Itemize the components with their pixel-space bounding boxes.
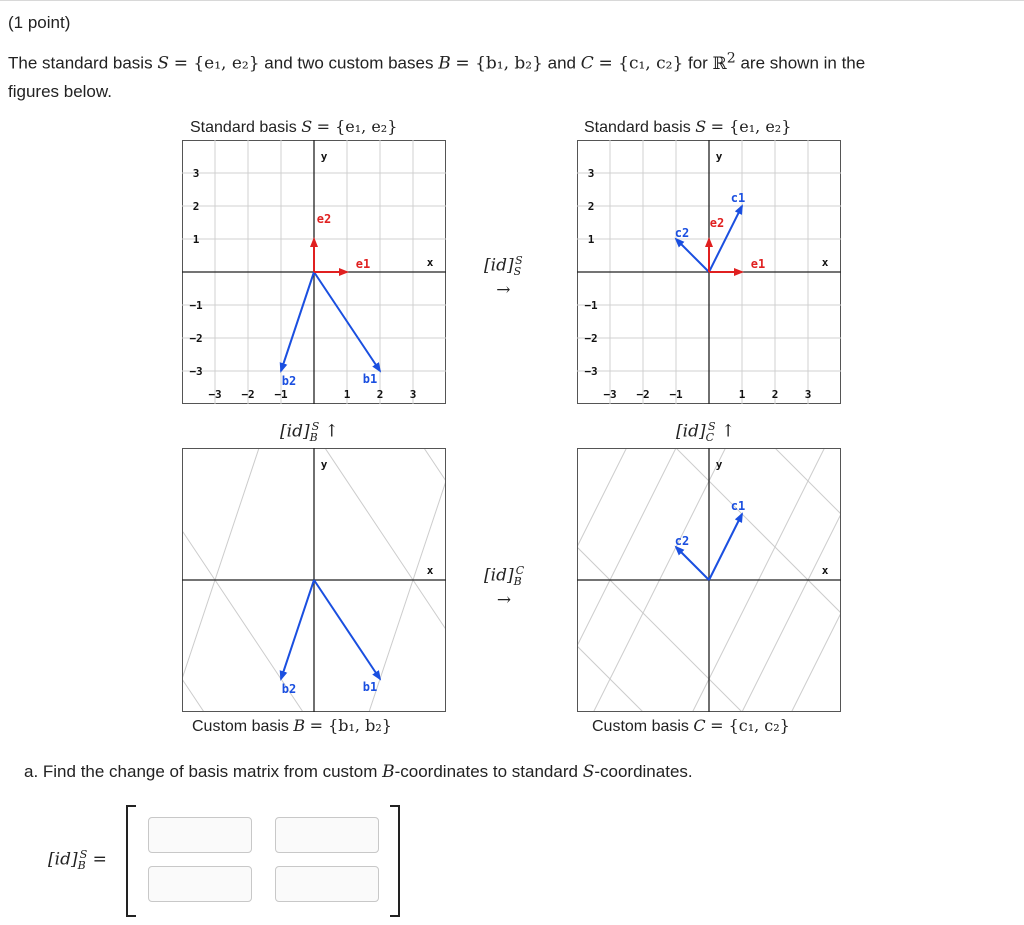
x-tick-label: 3 [409, 388, 417, 401]
b2-label: b2 [281, 682, 297, 696]
problem-intro: The standard basis S = {e₁, e₂} and two custom bases B = {b₁, b₂} and C = {c₁, c₂} for ℝ$^2$ are shown in the figures below. [8, 50, 866, 101]
y-tick-label: 1 [192, 233, 200, 246]
y-tick-label: −1 [189, 299, 203, 312]
y-tick-label: −2 [584, 332, 598, 345]
x-tick-label: 2 [771, 388, 779, 401]
x-axis-label: x [821, 256, 829, 269]
y-axis-label: y [715, 150, 723, 163]
x-tick-label: −2 [636, 388, 650, 401]
panel-title-top-right: Standard basis S = {e₁, e₂} [584, 117, 792, 136]
y-tick-label: −3 [189, 365, 203, 378]
y-tick-label: 3 [192, 167, 200, 180]
x-axis-label: x [426, 256, 434, 269]
top-divider [0, 0, 1024, 1]
x-tick-label: 2 [376, 388, 384, 401]
y-axis-label: y [320, 150, 328, 163]
plot-standard-b [182, 140, 446, 404]
panel-title-bottom-left: Custom basis B = {b₁, b₂} [192, 716, 392, 735]
matrix-bracket-left [126, 805, 136, 917]
b2-label: b2 [281, 374, 297, 388]
matrix-bracket-right [390, 805, 400, 917]
x-tick-label: −3 [603, 388, 617, 401]
b1-label: b1 [362, 680, 378, 694]
x-axis-label: x [821, 564, 829, 577]
panel-title-top-left: Standard basis S = {e₁, e₂} [190, 117, 398, 136]
y-tick-label: −2 [189, 332, 203, 345]
x-tick-label: 1 [738, 388, 746, 401]
x-axis-label: x [426, 564, 434, 577]
y-tick-label: 1 [587, 233, 595, 246]
panel-title-bottom-right: Custom basis C = {c₁, c₂} [592, 716, 790, 735]
plot-standard-c-svg [577, 140, 841, 404]
matrix-cell-r2c1[interactable] [148, 866, 252, 902]
plot-custom-c-svg [577, 448, 841, 712]
operator-id-BC: $[id]_B^C$ → [484, 564, 525, 611]
x-tick-label: 1 [343, 388, 351, 401]
operator-id-BS: $[id]_B^S$ ↑ [280, 420, 339, 445]
x-tick-label: −3 [208, 388, 222, 401]
c2-label: c2 [674, 226, 690, 240]
operator-id-SS: $[id]_S^S$ → [484, 254, 523, 301]
y-tick-label: −1 [584, 299, 598, 312]
y-axis-label: y [320, 458, 328, 471]
x-tick-label: −1 [669, 388, 683, 401]
plot-standard-c [577, 140, 841, 404]
plot-custom-b [182, 448, 446, 712]
c2-label: c2 [674, 534, 690, 548]
matrix-cell-r2c2[interactable] [275, 866, 379, 902]
e2-label: e2 [316, 212, 332, 226]
e1-label: e1 [355, 257, 371, 271]
operator-id-CS: $[id]_C^S$ ↑ [676, 420, 736, 445]
y-tick-label: 3 [587, 167, 595, 180]
x-tick-label: −1 [274, 388, 288, 401]
plot-custom-c [577, 448, 841, 712]
b1-label: b1 [362, 372, 378, 386]
question-part-a: a. Find the change of basis matrix from custom B-coordinates to standard S-coordinates. [24, 762, 693, 782]
answer-label: $[id]_B^S$ = [48, 848, 107, 873]
c1-label: c1 [730, 499, 746, 513]
points-label: (1 point) [8, 13, 71, 32]
plot-custom-b-svg [182, 448, 446, 712]
y-tick-label: 2 [192, 200, 200, 213]
e2-label: e2 [709, 216, 725, 230]
y-axis-label: y [715, 458, 723, 471]
e1-label: e1 [750, 257, 766, 271]
y-tick-label: −3 [584, 365, 598, 378]
y-tick-label: 2 [587, 200, 595, 213]
x-tick-label: 3 [804, 388, 812, 401]
matrix-cell-r1c1[interactable] [148, 817, 252, 853]
c1-label: c1 [730, 191, 746, 205]
plot-standard-b-svg [182, 140, 446, 404]
x-tick-label: −2 [241, 388, 255, 401]
matrix-cell-r1c2[interactable] [275, 817, 379, 853]
